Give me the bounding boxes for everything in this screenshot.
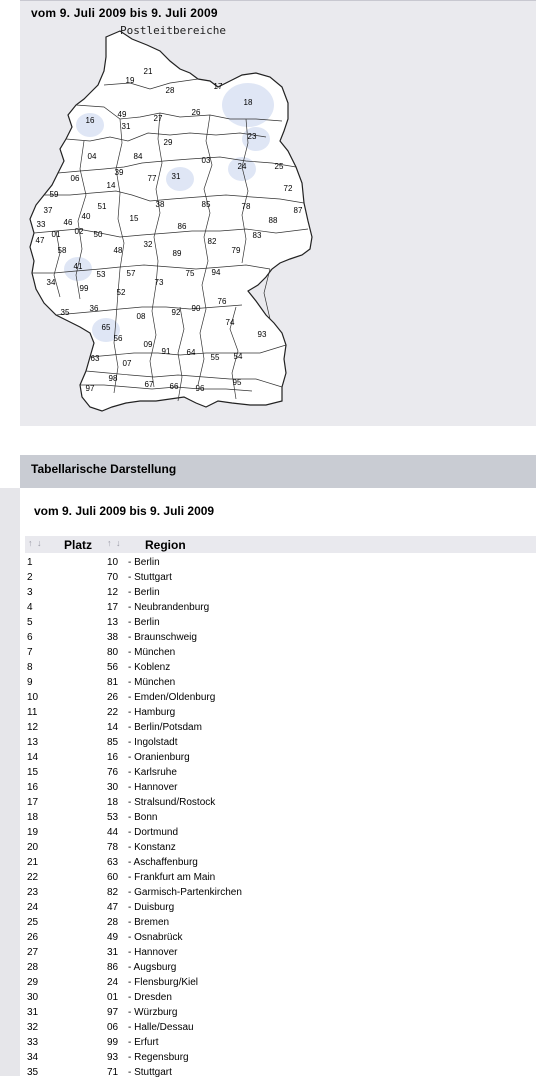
region-label[interactable]: 67 — [144, 380, 154, 389]
code-cell: 49 — [107, 932, 119, 943]
table-row — [25, 645, 536, 660]
platz-cell: 31 — [27, 1007, 39, 1018]
platz-cell: 13 — [27, 737, 39, 748]
code-cell: 47 — [107, 902, 119, 913]
region-cell: - Berlin — [128, 617, 160, 628]
table-row — [25, 630, 536, 645]
table-row — [25, 720, 536, 735]
region-cell: - Karlsruhe — [128, 767, 177, 778]
table-row — [25, 600, 536, 615]
table-row — [25, 945, 536, 960]
region-label[interactable]: 97 — [85, 384, 95, 393]
region-cell: - Ingolstadt — [128, 737, 178, 748]
code-cell: 01 — [107, 992, 119, 1003]
region-label[interactable]: 34 — [46, 278, 56, 287]
table-row — [25, 990, 536, 1005]
region-cell: - Stralsund/Rostock — [128, 797, 216, 808]
region-label[interactable]: 14 — [106, 181, 116, 190]
platz-cell: 35 — [27, 1067, 39, 1078]
region-cell: - Berlin — [128, 587, 160, 598]
region-label[interactable]: 74 — [225, 318, 235, 327]
region-cell: - Frankfurt am Main — [128, 872, 216, 883]
table-row — [25, 915, 536, 930]
table-row — [25, 750, 536, 765]
platz-cell: 8 — [27, 662, 33, 673]
region-label[interactable]: 29 — [163, 138, 173, 147]
table-row — [25, 885, 536, 900]
platz-cell: 19 — [27, 827, 39, 838]
region-label[interactable]: 25 — [274, 162, 284, 171]
region-cell: - Hannover — [128, 782, 178, 793]
region-cell: - Stuttgart — [128, 1067, 172, 1078]
table-row — [25, 570, 536, 585]
region-cell: - Aschaffenburg — [128, 857, 198, 868]
region-label[interactable]: 46 — [63, 218, 73, 227]
code-cell: 18 — [107, 797, 119, 808]
code-cell: 31 — [107, 947, 119, 958]
table-row — [25, 960, 536, 975]
code-cell: 14 — [107, 722, 119, 733]
col-header-platz[interactable]: Platz — [64, 538, 93, 552]
table-row — [25, 1020, 536, 1035]
code-cell: 24 — [107, 977, 119, 988]
region-label[interactable]: 01 — [51, 230, 61, 239]
table-row — [25, 615, 536, 630]
region-label[interactable]: 51 — [97, 202, 107, 211]
region-label[interactable]: 83 — [252, 231, 262, 240]
region-cell: - Augsburg — [128, 962, 177, 973]
code-cell: 26 — [107, 692, 119, 703]
table-row — [25, 675, 536, 690]
region-cell: - Bremen — [128, 917, 170, 928]
code-cell: 82 — [107, 887, 119, 898]
platz-cell: 16 — [27, 782, 39, 793]
code-cell: 78 — [107, 842, 119, 853]
region-label[interactable]: 26 — [191, 108, 201, 117]
region-label[interactable]: 41 — [73, 262, 83, 271]
region-cell: - Dresden — [128, 992, 172, 1003]
col-header-region[interactable]: Region — [145, 538, 186, 552]
region-label[interactable]: 27 — [153, 114, 163, 123]
table-row — [25, 1065, 536, 1080]
region-label[interactable]: 90 — [191, 304, 201, 313]
region-cell: - Stuttgart — [128, 572, 172, 583]
platz-cell: 4 — [27, 602, 33, 613]
region-label[interactable]: 86 — [177, 222, 187, 231]
region-label[interactable]: 95 — [232, 378, 242, 387]
platz-cell: 24 — [27, 902, 39, 913]
code-cell: 76 — [107, 767, 119, 778]
table-row — [25, 1050, 536, 1065]
table-row — [25, 1035, 536, 1050]
germany-map-svg — [20, 23, 536, 426]
region-label[interactable]: 03 — [201, 156, 211, 165]
platz-cell: 22 — [27, 872, 39, 883]
region-label[interactable]: 36 — [89, 304, 99, 313]
platz-cell: 26 — [27, 932, 39, 943]
platz-cell: 17 — [27, 797, 39, 808]
table-row — [25, 735, 536, 750]
region-label[interactable]: 37 — [43, 206, 53, 215]
region-cell: - München — [128, 677, 176, 688]
code-cell: 85 — [107, 737, 119, 748]
section-header — [20, 455, 536, 488]
region-label[interactable]: 59 — [49, 190, 59, 199]
region-label[interactable]: 35 — [60, 308, 70, 317]
region-label[interactable]: 82 — [207, 237, 217, 246]
region-cell: - Regensburg — [128, 1052, 189, 1063]
region-label[interactable]: 17 — [213, 82, 223, 91]
region-label[interactable]: 72 — [283, 184, 293, 193]
code-cell: 10 — [107, 557, 119, 568]
region-label[interactable]: 73 — [154, 278, 164, 287]
code-cell: 38 — [107, 632, 119, 643]
platz-cell: 18 — [27, 812, 39, 823]
region-label[interactable]: 48 — [113, 246, 123, 255]
table-row — [25, 930, 536, 945]
platz-cell: 27 — [27, 947, 39, 958]
region-label[interactable]: 19 — [125, 76, 135, 85]
region-label[interactable]: 77 — [147, 174, 157, 183]
table-row — [25, 765, 536, 780]
region-cell: - Emden/Oldenburg — [128, 692, 216, 703]
region-cell: - Koblenz — [128, 662, 171, 673]
code-cell: 97 — [107, 1007, 119, 1018]
region-cell: - Erfurt — [128, 1037, 159, 1048]
platz-cell: 25 — [27, 917, 39, 928]
table-row — [25, 975, 536, 990]
code-cell: 13 — [107, 617, 119, 628]
region-cell: - München — [128, 647, 176, 658]
code-cell: 06 — [107, 1022, 119, 1033]
table-header — [25, 536, 536, 553]
region-label[interactable]: 09 — [143, 340, 153, 349]
platz-cell: 29 — [27, 977, 39, 988]
code-cell: 80 — [107, 647, 119, 658]
code-cell: 12 — [107, 587, 119, 598]
region-label[interactable]: 98 — [108, 374, 118, 383]
code-cell: 56 — [107, 662, 119, 673]
region-label[interactable]: 84 — [133, 152, 143, 161]
region-label[interactable]: 08 — [136, 312, 146, 321]
region-label[interactable]: 39 — [114, 168, 124, 177]
code-cell: 44 — [107, 827, 119, 838]
region-label[interactable]: 31 — [121, 122, 131, 131]
region-label[interactable]: 04 — [87, 152, 97, 161]
region-label[interactable]: 56 — [113, 334, 123, 343]
region-label[interactable]: 32 — [143, 240, 153, 249]
region-label[interactable]: 53 — [96, 270, 106, 279]
platz-cell: 9 — [27, 677, 33, 688]
region-label[interactable]: 07 — [122, 359, 132, 368]
region-label[interactable]: 54 — [233, 352, 243, 361]
region-label[interactable]: 65 — [101, 323, 111, 332]
region-label[interactable]: 94 — [211, 268, 221, 277]
platz-cell: 10 — [27, 692, 39, 703]
region-label[interactable]: 33 — [36, 220, 46, 229]
region-label[interactable]: 88 — [268, 216, 278, 225]
region-label[interactable]: 92 — [171, 308, 181, 317]
region-label[interactable]: 76 — [217, 297, 227, 306]
region-label[interactable]: 24 — [237, 162, 247, 171]
code-cell: 53 — [107, 812, 119, 823]
code-cell: 22 — [107, 707, 119, 718]
region-cell: - Osnabrück — [128, 932, 183, 943]
region-cell: - Bonn — [128, 812, 158, 823]
region-cell: - Duisburg — [128, 902, 175, 913]
map-title: Postleitbereiche — [120, 24, 226, 37]
map-panel — [20, 0, 536, 426]
code-cell: 17 — [107, 602, 119, 613]
platz-cell: 21 — [27, 857, 39, 868]
region-cell: - Neubrandenburg — [128, 602, 210, 613]
region-label[interactable]: 18 — [243, 98, 253, 107]
platz-cell: 1 — [27, 557, 33, 568]
code-cell: 28 — [107, 917, 119, 928]
table-row — [25, 825, 536, 840]
region-cell: - Dortmund — [128, 827, 179, 838]
region-label[interactable]: 78 — [241, 202, 251, 211]
table-row — [25, 870, 536, 885]
region-label[interactable]: 55 — [210, 353, 220, 362]
table-row — [25, 795, 536, 810]
region-label[interactable]: 49 — [117, 110, 127, 119]
region-label[interactable]: 85 — [201, 200, 211, 209]
region-label[interactable]: 63 — [90, 354, 100, 363]
code-cell: 16 — [107, 752, 119, 763]
region-label[interactable]: 21 — [143, 67, 153, 76]
region-cell: - Hannover — [128, 947, 178, 958]
platz-cell: 32 — [27, 1022, 39, 1033]
table-row — [25, 810, 536, 825]
region-cell: - Flensburg/Kiel — [128, 977, 199, 988]
platz-cell: 15 — [27, 767, 39, 778]
region-label[interactable]: 15 — [129, 214, 139, 223]
region-label[interactable]: 93 — [257, 330, 267, 339]
table-date-range: vom 9. Juli 2009 bis 9. Juli 2009 — [34, 504, 215, 518]
region-label[interactable]: 06 — [70, 174, 80, 183]
region-label[interactable]: 47 — [35, 236, 45, 245]
ranking-table-body — [25, 555, 536, 1080]
code-cell: 63 — [107, 857, 119, 868]
region-cell: - Berlin/Potsdam — [128, 722, 202, 733]
table-row — [25, 840, 536, 855]
platz-cell: 5 — [27, 617, 33, 628]
section-title: Tabellarische Darstellung — [31, 462, 177, 476]
platz-cell: 28 — [27, 962, 39, 973]
region-label[interactable]: 87 — [293, 206, 303, 215]
table-row — [25, 660, 536, 675]
region-label[interactable]: 52 — [116, 288, 126, 297]
platz-cell: 7 — [27, 647, 33, 658]
region-cell: - Hamburg — [128, 707, 176, 718]
table-row — [25, 705, 536, 720]
table-row — [25, 690, 536, 705]
region-label[interactable]: 79 — [231, 246, 241, 255]
region-label[interactable]: 75 — [185, 269, 195, 278]
region-cell: - Garmisch-Partenkirchen — [128, 887, 242, 898]
region-label[interactable]: 57 — [126, 269, 136, 278]
sort-platz-icon[interactable]: ↑ ↓ — [28, 538, 43, 548]
gap-strip — [0, 425, 20, 455]
platz-cell: 30 — [27, 992, 39, 1003]
table-row — [25, 780, 536, 795]
platz-cell: 6 — [27, 632, 33, 643]
platz-cell: 3 — [27, 587, 33, 598]
code-cell: 93 — [107, 1052, 119, 1063]
code-cell: 60 — [107, 872, 119, 883]
region-label[interactable]: 99 — [79, 284, 89, 293]
sort-region-icon[interactable]: ↑ ↓ — [107, 538, 122, 548]
map-date-range: vom 9. Juli 2009 bis 9. Juli 2009 — [31, 6, 218, 20]
code-cell: 86 — [107, 962, 119, 973]
platz-cell: 23 — [27, 887, 39, 898]
region-label[interactable]: 23 — [247, 132, 257, 141]
platz-cell: 14 — [27, 752, 39, 763]
region-cell: - Berlin — [128, 557, 160, 568]
region-label[interactable]: 16 — [85, 116, 95, 125]
platz-cell: 34 — [27, 1052, 39, 1063]
region-label[interactable]: 96 — [195, 384, 205, 393]
platz-cell: 12 — [27, 722, 39, 733]
region-label[interactable]: 28 — [165, 86, 175, 95]
table-row — [25, 1005, 536, 1020]
region-label[interactable]: 38 — [155, 200, 165, 209]
table-row — [25, 900, 536, 915]
platz-cell: 11 — [27, 707, 38, 718]
code-cell: 99 — [107, 1037, 119, 1048]
region-label[interactable]: 91 — [161, 347, 171, 356]
region-cell: - Würzburg — [128, 1007, 178, 1018]
region-label[interactable]: 31 — [171, 172, 181, 181]
region-cell: - Braunschweig — [128, 632, 197, 643]
left-strip — [0, 488, 20, 1076]
table-row — [25, 555, 536, 570]
region-cell: - Halle/Dessau — [128, 1022, 194, 1033]
platz-cell: 20 — [27, 842, 39, 853]
table-row — [25, 855, 536, 870]
platz-cell: 2 — [27, 572, 33, 583]
region-label[interactable]: 40 — [81, 212, 91, 221]
code-cell: 30 — [107, 782, 119, 793]
region-label[interactable]: 66 — [169, 382, 179, 391]
region-label[interactable]: 50 — [93, 230, 103, 239]
region-cell: - Oranienburg — [128, 752, 190, 763]
code-cell: 71 — [107, 1067, 119, 1078]
table-row — [25, 585, 536, 600]
region-label[interactable]: 89 — [172, 249, 182, 258]
code-cell: 70 — [107, 572, 119, 583]
postcode-map — [20, 23, 536, 426]
platz-cell: 33 — [27, 1037, 39, 1048]
region-label[interactable]: 64 — [186, 348, 196, 357]
code-cell: 81 — [107, 677, 119, 688]
region-label[interactable]: 58 — [57, 246, 67, 255]
region-cell: - Konstanz — [128, 842, 176, 853]
region-label[interactable]: 02 — [74, 227, 84, 236]
